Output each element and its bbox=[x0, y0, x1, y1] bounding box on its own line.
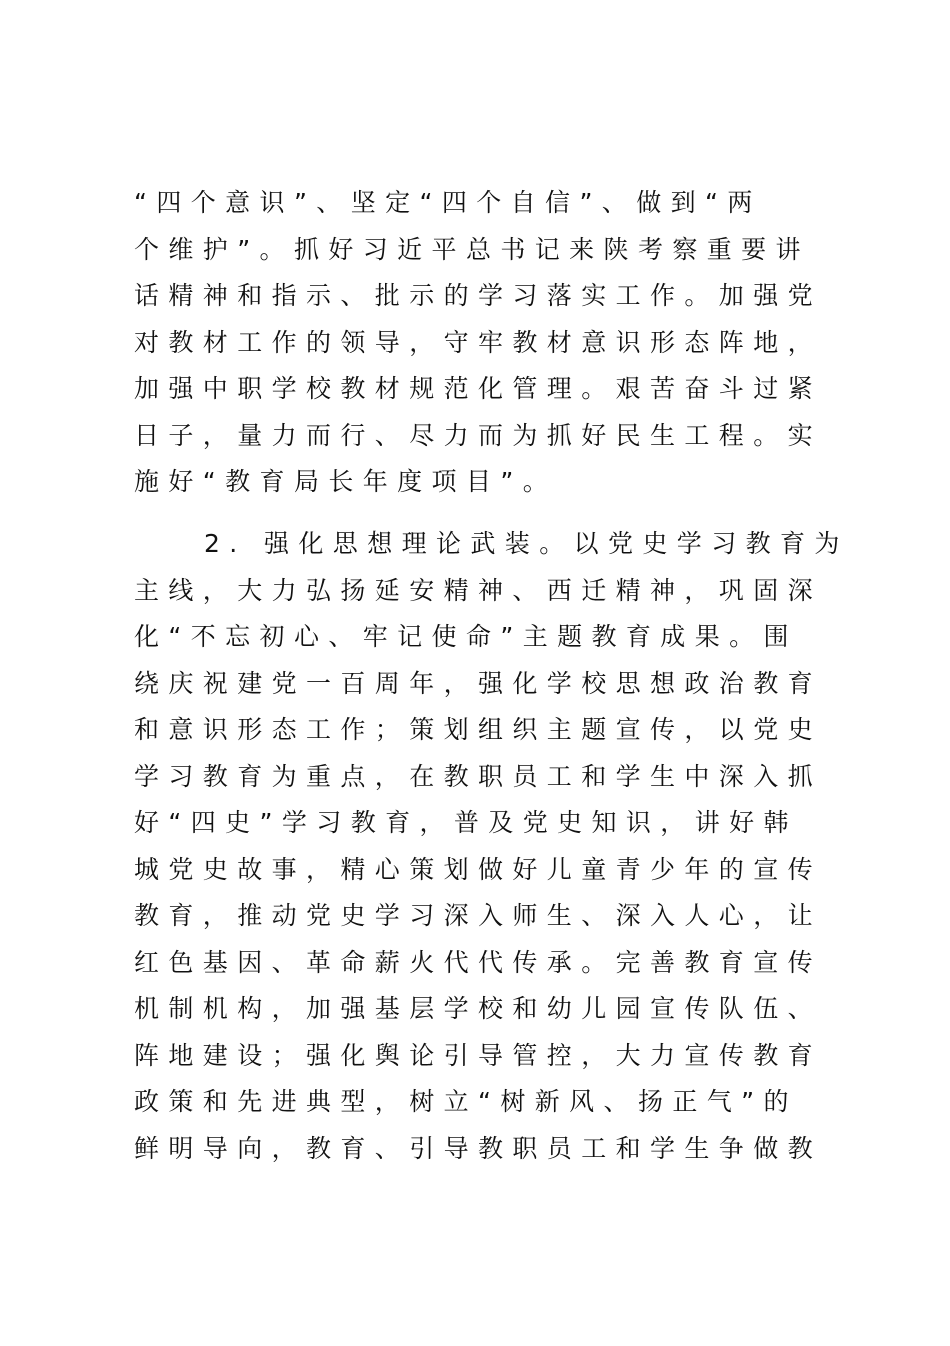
paragraph-line: 政策和先进典型，树立“树新风、扬正气”的 bbox=[134, 1087, 798, 1116]
paragraph-line: “四个意识”、坚定“四个自信”、做到“两 bbox=[134, 188, 762, 217]
paragraph-line: 对教材工作的领导，守牢教材意识形态阵地， bbox=[134, 327, 823, 357]
paragraph-line: 主线，大力弘扬延安精神、西迁精神，巩固深 bbox=[134, 575, 823, 605]
paragraph-line: 红色基因、革命薪火代代传承。完善教育宣传 bbox=[134, 947, 823, 977]
paragraph-line: 机制机构，加强基层学校和幼儿园宣传队伍、 bbox=[134, 994, 823, 1023]
paragraph-line: 施好“教育局长年度项目”。 bbox=[134, 467, 558, 496]
paragraph-heading-line: 2. 强化思想理论武装。以党史学习教育为 bbox=[204, 529, 849, 558]
paragraph-1 bbox=[134, 180, 823, 506]
paragraph-line: 个维护”。抓好习近平总书记来陕考察重要讲 bbox=[134, 234, 810, 264]
paragraph-line: 化“不忘初心、牢记使命”主题教育成果。围 bbox=[134, 622, 798, 651]
paragraph-2 bbox=[134, 521, 849, 1172]
paragraph-line: 城党史故事，精心策划做好儿童青少年的宣传 bbox=[134, 854, 823, 884]
paragraph-line: 好“四史”学习教育，普及党史知识，讲好韩 bbox=[134, 808, 798, 837]
paragraph-line: 加强中职学校教材规范化管理。艰苦奋斗过紧 bbox=[134, 374, 823, 403]
paragraph-line: 阵地建设；强化舆论引导管控，大力宣传教育 bbox=[134, 1040, 823, 1070]
paragraph-line: 学习教育为重点，在教职员工和学生中深入抓 bbox=[134, 761, 823, 791]
paragraph-line: 教育，推动党史学习深入师生、深入人心，让 bbox=[134, 901, 823, 930]
paragraph-line: 鲜明导向，教育、引导教职员工和学生争做教 bbox=[134, 1133, 823, 1163]
paragraph-line: 日子，量力而行、尽力而为抓好民生工程。实 bbox=[134, 420, 823, 450]
paragraph-line: 话精神和指示、批示的学习落实工作。加强党 bbox=[134, 281, 823, 310]
paragraph-line: 和意识形态工作；策划组织主题宣传，以党史 bbox=[134, 715, 823, 744]
paragraph-line: 绕庆祝建党一百周年，强化学校思想政治教育 bbox=[134, 668, 823, 698]
